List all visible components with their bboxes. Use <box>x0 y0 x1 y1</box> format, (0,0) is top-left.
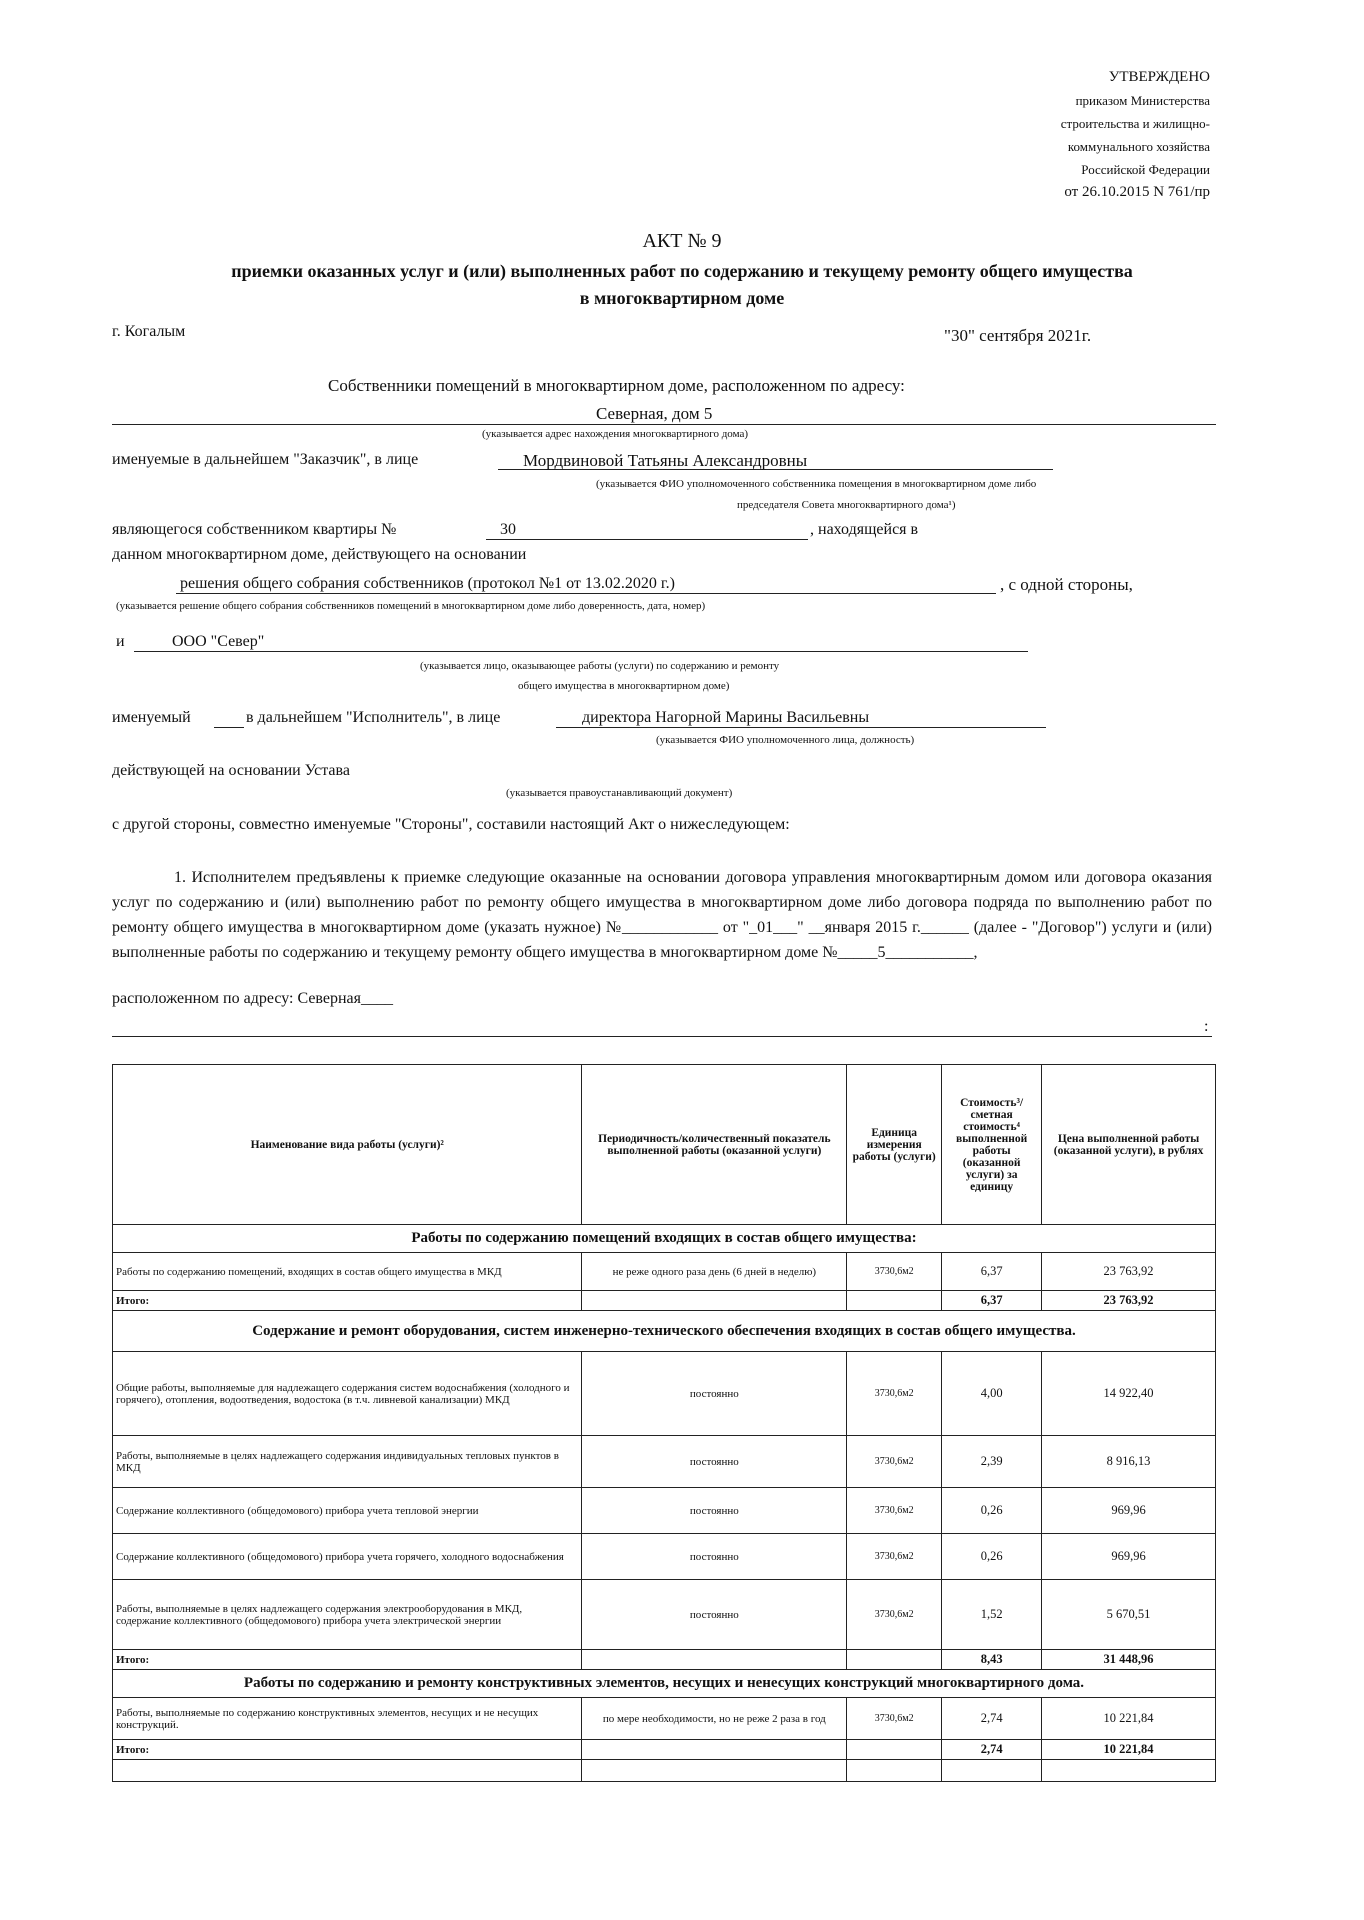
executor-label: именуемый <box>112 709 191 726</box>
owner-apt-basis: данном многоквартирном доме, действующего на основании <box>112 546 527 563</box>
cell-name: Содержание коллективного (общедомового) прибора учета горячего, холодного водоснабжения <box>113 1534 582 1580</box>
apartment-number: 30 <box>500 521 516 538</box>
header-price: Цена выполненной работы (оказанной услуги), в рублях <box>1042 1065 1216 1225</box>
basis-end: , с одной стороны, <box>1000 575 1133 594</box>
cell-name: Содержание коллективного (общедомового) прибора учета тепловой энергии <box>113 1488 582 1534</box>
cell-unit: 3730,6м2 <box>847 1534 942 1580</box>
total-label: Итого: <box>113 1740 582 1760</box>
and-label: и <box>116 633 125 650</box>
cell-period: постоянно <box>582 1488 847 1534</box>
cell-name: Общие работы, выполняемые для надлежащего содержания систем водоснабжения (холодного и горячего), отопления, водоотведения, водостока (в т.ч. ливневой канализации) МКД <box>113 1352 582 1436</box>
table-row <box>113 1488 1216 1534</box>
table-row <box>113 1253 1216 1291</box>
cell-period: по мере необходимости, но не реже 2 раза в год <box>582 1698 847 1740</box>
approved-line: приказом Министерства <box>1075 93 1210 108</box>
empty-cell <box>847 1760 942 1782</box>
executor-underline <box>214 727 244 728</box>
colon: : <box>1204 1018 1209 1035</box>
empty-row <box>113 1760 1216 1782</box>
cell-name: Работы, выполняемые в целях надлежащего содержания электрооборудования в МКД, содержание коллективного (общедомового) прибора учета электрической энергии <box>113 1580 582 1650</box>
section-row <box>113 1225 1216 1253</box>
customer-label: именуемые в дальнейшем "Заказчик", в лице <box>112 451 419 468</box>
header-unit: Единица измерения работы (услуги) <box>847 1065 942 1225</box>
cell-name: Работы, выполняемые по содержанию конструктивных элементов, несущих и не несущих конструкций. <box>113 1698 582 1740</box>
address-full-underline <box>112 1036 1212 1037</box>
cell-cost: 2,39 <box>942 1436 1042 1488</box>
approved-line: от 26.10.2015 N 761/пр <box>1064 184 1210 200</box>
cell-cost: 2,74 <box>942 1698 1042 1740</box>
approved-line: коммунального хозяйства <box>1067 139 1210 154</box>
total-cost: 2,74 <box>942 1740 1042 1760</box>
table-row <box>113 1352 1216 1436</box>
act-date: "30" сентября 2021г. <box>944 326 1092 345</box>
cell-unit: 3730,6м2 <box>847 1488 942 1534</box>
section-title: Работы по содержанию помещений входящих в состав общего имущества: <box>113 1225 1216 1253</box>
act-title-line2: в многоквартирном доме <box>579 288 785 308</box>
empty-cell <box>847 1740 942 1760</box>
table-row <box>113 1534 1216 1580</box>
other-side-text: с другой стороны, совместно именуемые "Стороны", составили настоящий Акт о нижеследующем: <box>112 816 790 833</box>
cell-name: Работы, выполняемые в целях надлежащего содержания индивидуальных тепловых пунктов в МКД <box>113 1436 582 1488</box>
owners-line: Собственники помещений в многоквартирном доме, расположенном по адресу: <box>328 376 905 395</box>
empty-cell <box>1042 1760 1216 1782</box>
empty-cell <box>847 1650 942 1670</box>
cell-cost: 4,00 <box>942 1352 1042 1436</box>
approved-line: УТВЕРЖДЕНО <box>1108 69 1210 85</box>
executor-label2: в дальнейшем "Исполнитель", в лице <box>246 709 501 726</box>
empty-cell <box>582 1740 847 1760</box>
section-row <box>113 1670 1216 1698</box>
cell-period: постоянно <box>582 1534 847 1580</box>
cell-unit: 3730,6м2 <box>847 1698 942 1740</box>
cell-price: 8 916,13 <box>1042 1436 1216 1488</box>
basis-underline <box>176 593 996 594</box>
works-table <box>112 1064 1216 1782</box>
contractor-name: ООО "Север" <box>172 633 265 650</box>
customer-name: Мордвиновой Татьяны Александровны <box>523 451 808 470</box>
owner-apt-label: являющегося собственником квартиры № <box>112 521 397 538</box>
customer-hint: председателя Совета многоквартирного дома¹) <box>737 499 956 511</box>
paragraph-1: 1. Исполнителем предъявлены к приемке следующие оказанные на основании договора управления многоквартирным домом или договора оказания услуг по содержанию и (или) выполнению работ по ремонту общего имущества в многоквартирном доме либо договора подряда по выполнению работ по ремонту общего имущества в многоквартирном доме (указать нужное) №____________ от "_01___" __января 2015 г.______ (далее - "Договор") услуги и (или) выполненные работы по содержанию и текущему ремонту общего имущества в многоквартирном доме №_____5___________, <box>112 869 1212 961</box>
cell-period: не реже одного раза день (6 дней в неделю) <box>582 1253 847 1291</box>
cell-cost: 0,26 <box>942 1488 1042 1534</box>
contractor-hint: общего имущества в многоквартирном доме) <box>518 680 730 692</box>
cell-unit: 3730,6м2 <box>847 1352 942 1436</box>
approved-line: строительства и жилищно- <box>1060 116 1210 131</box>
approval-stamp <box>1061 66 1210 204</box>
cell-price: 10 221,84 <box>1042 1698 1216 1740</box>
approved-line: Российской Федерации <box>1081 162 1210 177</box>
basis-text: решения общего собрания собственников (протокол №1 от 13.02.2020 г.) <box>180 575 675 592</box>
total-price: 31 448,96 <box>1042 1650 1216 1670</box>
cell-price: 5 670,51 <box>1042 1580 1216 1650</box>
total-cost: 8,43 <box>942 1650 1042 1670</box>
header-cost: Стоимость³/сметная стоимость⁴ выполненной работы (оказанной услуги) за единицу <box>942 1065 1042 1225</box>
address-hint: (указывается адрес нахождения многоквартирного дома) <box>482 428 749 440</box>
empty-cell <box>582 1291 847 1311</box>
header-period: Периодичность/количественный показатель выполненной работы (оказанной услуги) <box>582 1065 847 1225</box>
total-cost: 6,37 <box>942 1291 1042 1311</box>
total-price: 23 763,92 <box>1042 1291 1216 1311</box>
cell-price: 14 922,40 <box>1042 1352 1216 1436</box>
section-title: Работы по содержанию и ремонту конструктивных элементов, несущих и ненесущих конструкций многоквартирного дома. <box>113 1670 1216 1698</box>
address: Северная, дом 5 <box>596 404 713 423</box>
cell-unit: 3730,6м2 <box>847 1253 942 1291</box>
cell-name: Работы по содержанию помещений, входящих в состав общего имущества в МКД <box>113 1253 582 1291</box>
cell-price: 23 763,92 <box>1042 1253 1216 1291</box>
total-row <box>113 1740 1216 1760</box>
section-title: Содержание и ремонт оборудования, систем инженерно-технического обеспечения входящих в состав общего имущества. <box>113 1311 1216 1352</box>
cell-cost: 1,52 <box>942 1580 1042 1650</box>
table-row <box>113 1436 1216 1488</box>
table-row <box>113 1698 1216 1740</box>
executor-name-underline <box>556 727 1046 728</box>
empty-cell <box>582 1650 847 1670</box>
header-name: Наименование вида работы (услуги)² <box>113 1065 582 1225</box>
acting-hint: (указывается правоустанавливающий документ) <box>506 787 733 799</box>
address-underline <box>112 424 1216 425</box>
cell-unit: 3730,6м2 <box>847 1436 942 1488</box>
cell-period: постоянно <box>582 1436 847 1488</box>
total-label: Итого: <box>113 1291 582 1311</box>
apt-underline <box>486 539 808 540</box>
cell-cost: 0,26 <box>942 1534 1042 1580</box>
act-title-line1: приемки оказанных услуг и (или) выполненных работ по содержанию и текущему ремонту общего имущества <box>231 261 1133 281</box>
total-row <box>113 1650 1216 1670</box>
cell-period: постоянно <box>582 1352 847 1436</box>
cell-price: 969,96 <box>1042 1488 1216 1534</box>
contractor-hint: (указывается лицо, оказывающее работы (услуги) по содержанию и ремонту <box>420 660 780 672</box>
total-label: Итого: <box>113 1650 582 1670</box>
table-header-row <box>113 1065 1216 1225</box>
paragraph-1-address: расположенном по адресу: Северная____ <box>112 990 394 1007</box>
cell-period: постоянно <box>582 1580 847 1650</box>
cell-unit: 3730,6м2 <box>847 1580 942 1650</box>
customer-hint: (указывается ФИО уполномоченного собственника помещения в многоквартирном доме либо <box>596 478 1037 490</box>
city: г. Когалым <box>112 323 186 340</box>
contractor-underline <box>134 651 1028 652</box>
cell-price: 969,96 <box>1042 1534 1216 1580</box>
act-number: АКТ № 9 <box>642 230 722 252</box>
executor-name: директора Нагорной Марины Васильевны <box>582 709 870 726</box>
section-row <box>113 1311 1216 1352</box>
empty-cell <box>942 1760 1042 1782</box>
cell-cost: 6,37 <box>942 1253 1042 1291</box>
empty-cell <box>847 1291 942 1311</box>
empty-cell <box>582 1760 847 1782</box>
total-price: 10 221,84 <box>1042 1740 1216 1760</box>
total-row <box>113 1291 1216 1311</box>
owner-apt-suffix: , находящейся в <box>810 521 919 538</box>
executor-hint: (указывается ФИО уполномоченного лица, должность) <box>656 734 915 746</box>
empty-cell <box>113 1760 582 1782</box>
acting-basis: действующей на основании Устава <box>112 762 350 779</box>
basis-hint: (указывается решение общего собрания собственников помещений в многоквартирном доме либо доверенность, дата, номер) <box>116 600 706 612</box>
table-row <box>113 1580 1216 1650</box>
